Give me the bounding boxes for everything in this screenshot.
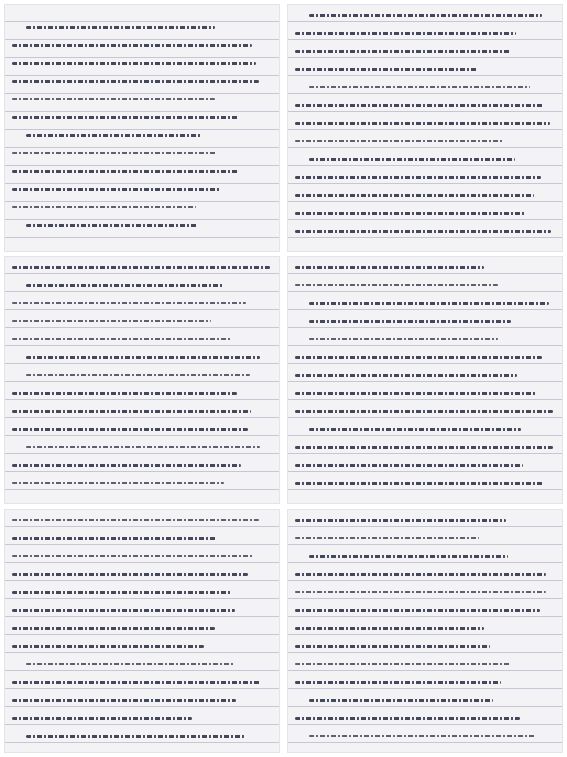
handwriting-line (295, 681, 501, 684)
handwriting-line (295, 609, 540, 612)
handwriting-line (26, 134, 201, 137)
handwriting-line (295, 122, 550, 125)
handwriting-line (12, 170, 239, 173)
handwriting-line (295, 140, 503, 142)
handwriting-line (295, 374, 517, 377)
handwriting-line (12, 410, 251, 413)
handwriting-line (309, 14, 542, 17)
handwriting-line (295, 50, 510, 53)
handwriting-line (26, 374, 250, 376)
handwriting-line (309, 86, 530, 88)
handwriting-line (295, 392, 536, 395)
handwriting-line (295, 266, 484, 269)
handwriting-line (295, 446, 553, 449)
handwriting-line (26, 663, 235, 665)
handwriting-line (309, 338, 498, 340)
handwriting-line (295, 537, 479, 539)
handwriting-line (12, 428, 248, 431)
handwriting-line (12, 645, 204, 648)
handwriting-line (12, 98, 215, 100)
handwriting-line (295, 573, 546, 576)
handwriting-line (309, 158, 515, 161)
handwriting-line (295, 591, 546, 593)
handwriting-line (295, 284, 498, 286)
page-5 (4, 509, 280, 753)
handwriting-line (295, 519, 506, 522)
handwriting-line (295, 356, 542, 359)
handwriting-line (12, 44, 252, 47)
handwriting-line (12, 320, 211, 322)
handwriting-line (12, 266, 270, 269)
handwriting-line (12, 206, 196, 208)
handwriting-line (295, 410, 553, 413)
handwriting-line (295, 104, 543, 107)
handwriting-line (12, 681, 261, 684)
handwriting-line (12, 152, 217, 154)
handwriting-line (309, 320, 511, 323)
handwriting-line (12, 573, 248, 576)
handwriting-line (26, 224, 198, 227)
handwriting-line (26, 26, 215, 29)
handwriting-line (295, 194, 534, 197)
handwriting-line (295, 645, 490, 648)
handwriting-line (12, 627, 215, 630)
page-2 (287, 4, 563, 252)
handwriting-line (26, 446, 260, 448)
handwriting-line (309, 555, 508, 558)
handwriting-line (295, 627, 484, 630)
handwriting-line (12, 555, 254, 557)
handwriting-line (12, 699, 236, 702)
page-4 (287, 256, 563, 504)
handwriting-line (12, 302, 246, 304)
handwriting-line (12, 717, 192, 720)
handwriting-line (309, 735, 536, 737)
handwriting-line (12, 338, 231, 340)
page-1 (4, 4, 280, 252)
handwriting-line (12, 62, 256, 65)
handwriting-line (12, 392, 237, 395)
handwriting-line (12, 519, 259, 521)
page-3 (4, 256, 280, 504)
handwriting-line (12, 464, 241, 467)
handwriting-line (12, 80, 259, 83)
handwriting-line (26, 356, 260, 359)
handwriting-line (295, 212, 526, 215)
handwriting-line (309, 428, 521, 431)
handwriting-line (26, 735, 245, 738)
handwriting-line (295, 482, 543, 485)
page-6 (287, 509, 563, 753)
handwriting-line (309, 699, 493, 702)
handwriting-line (295, 230, 551, 233)
handwriting-line (12, 591, 231, 594)
handwriting-line (26, 284, 224, 287)
handwriting-line (295, 176, 541, 179)
handwriting-line (295, 717, 520, 720)
handwriting-line (12, 537, 216, 540)
handwriting-line (12, 482, 224, 484)
handwriting-line (295, 464, 523, 467)
handwriting-line (12, 609, 235, 612)
handwriting-line (12, 116, 238, 119)
handwriting-line (309, 302, 549, 305)
handwriting-line (12, 188, 221, 191)
handwriting-line (295, 32, 516, 35)
handwriting-line (295, 663, 511, 665)
handwriting-line (295, 68, 477, 71)
